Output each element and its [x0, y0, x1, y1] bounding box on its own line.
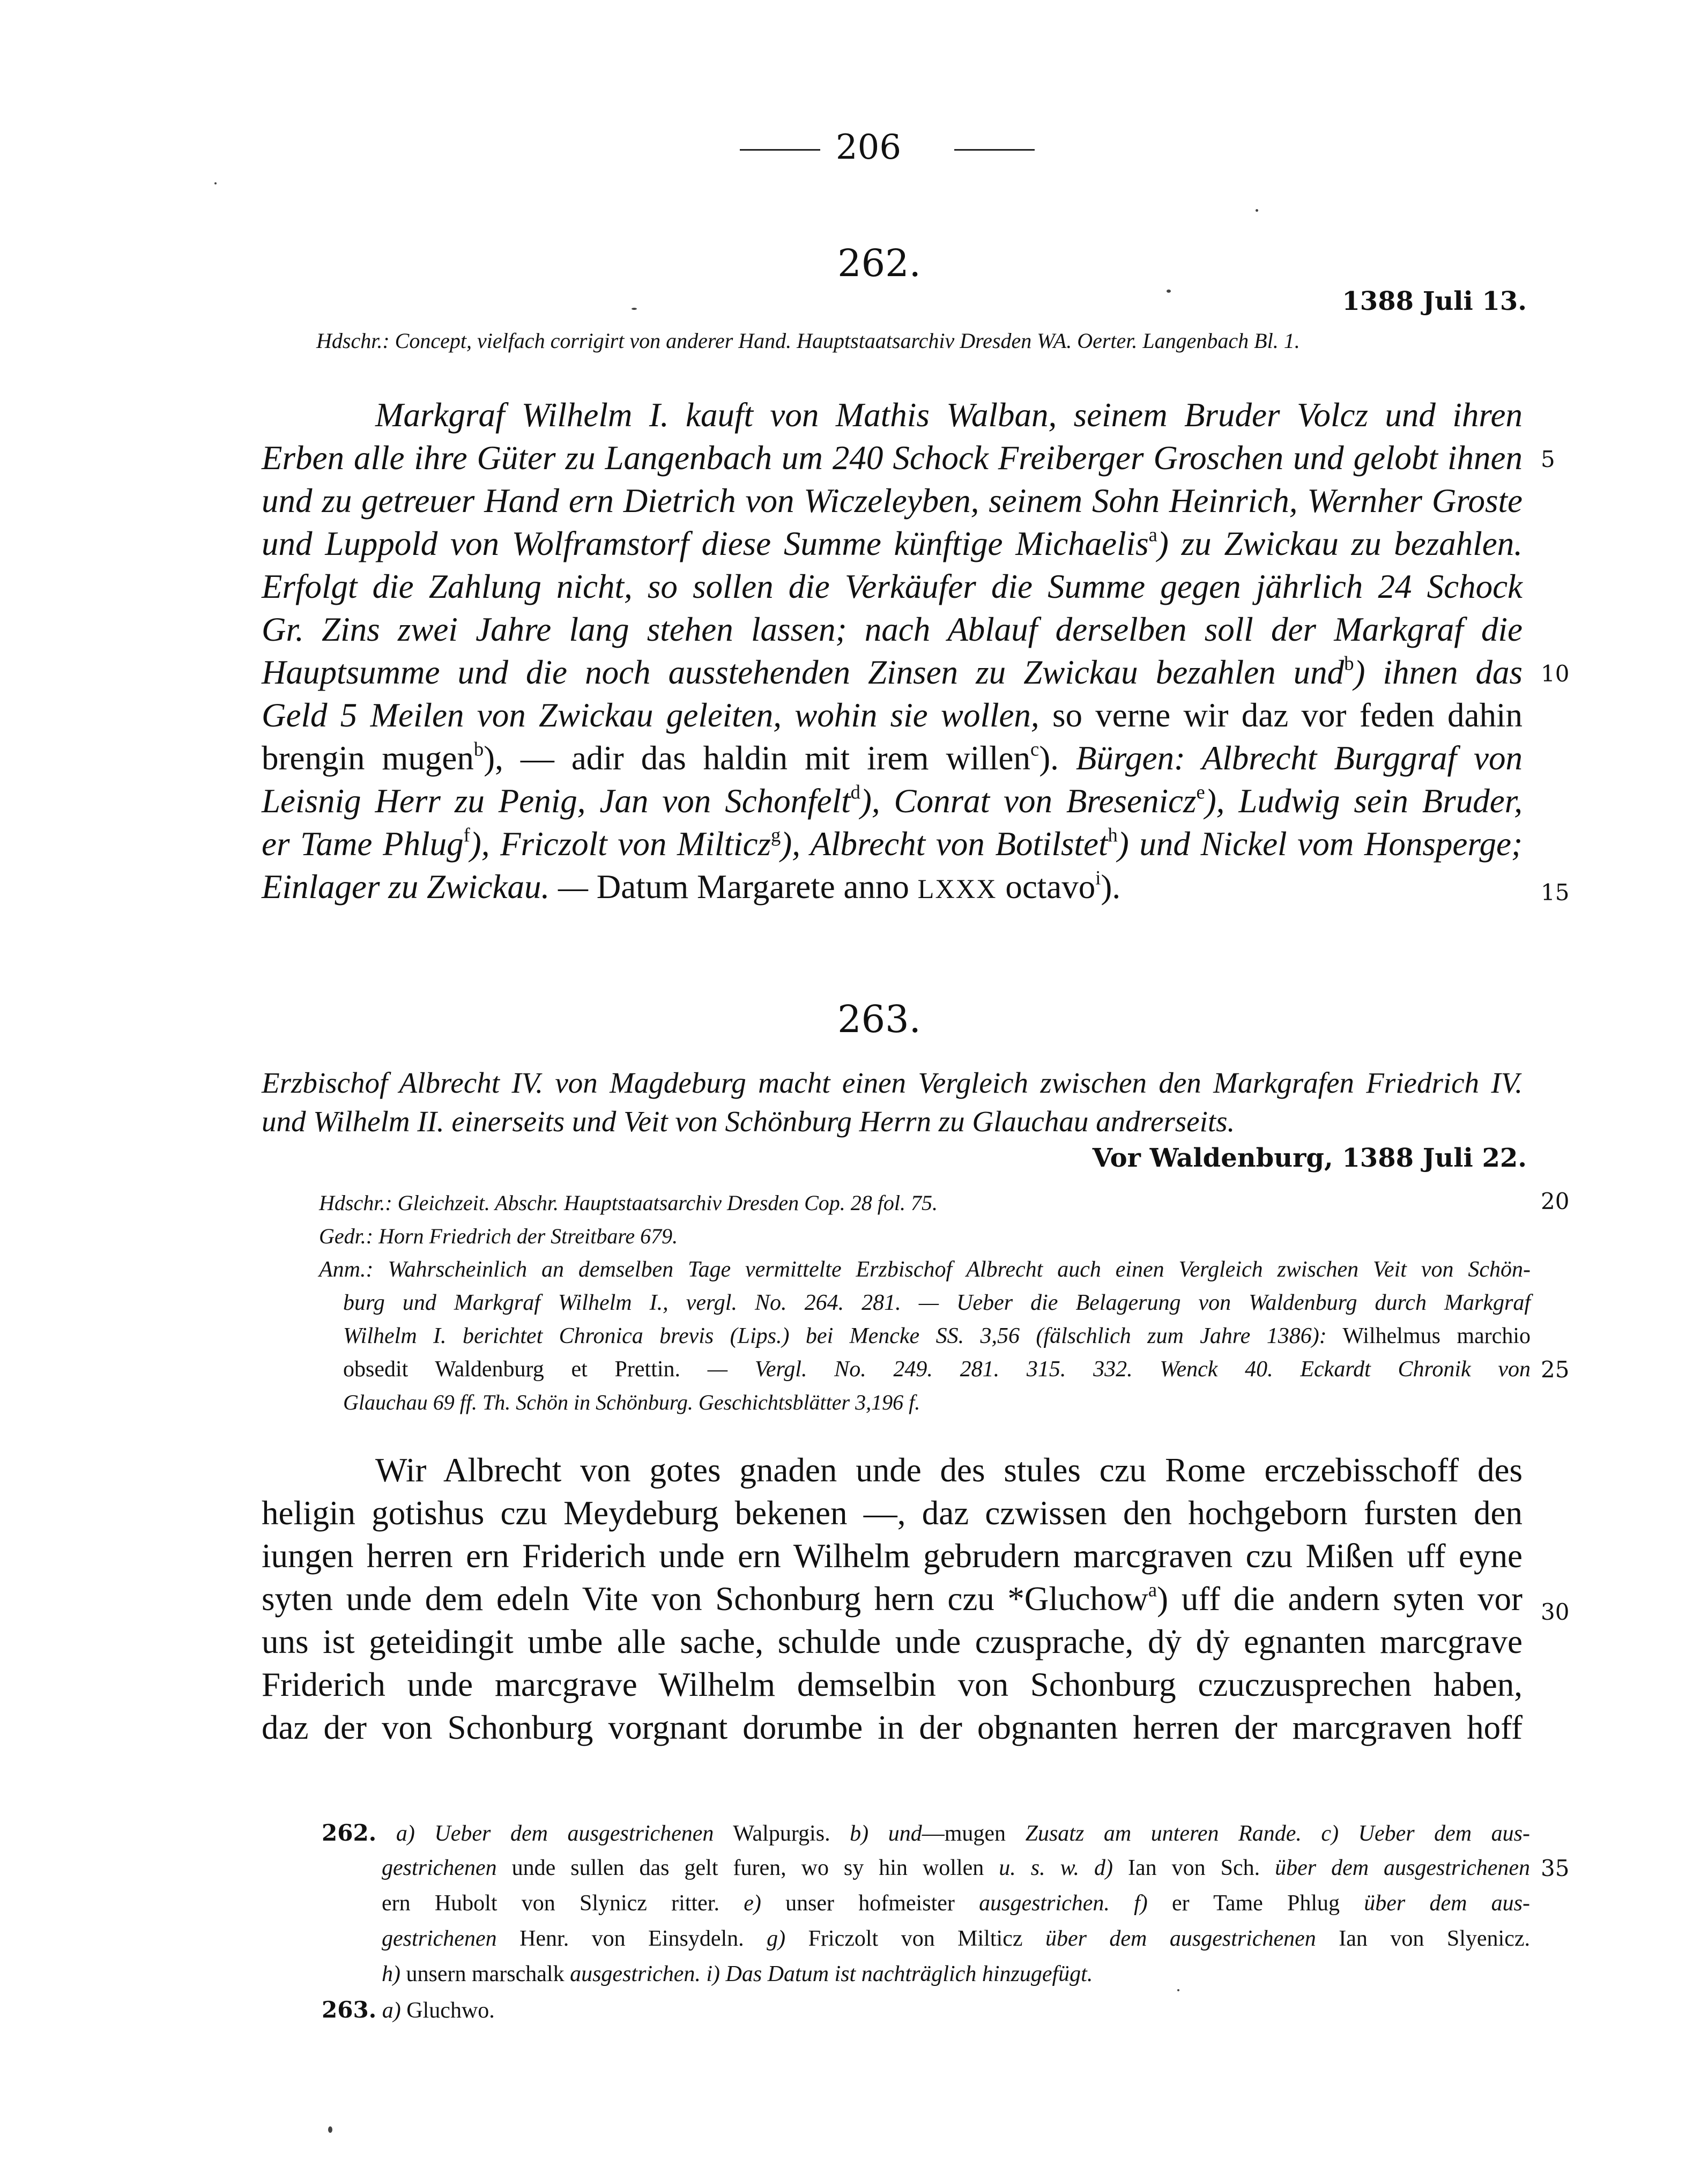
note-line: Wilhelm I. berichtet Chronica brevis (Lips.) bei Mencke SS. 3,56 (fälschlich zum Jahre 1386): Wilhelmus marchio — [343, 1324, 1531, 1348]
line-number: 5 — [1541, 446, 1555, 472]
scan-speck — [1256, 209, 1258, 212]
regest-line: Einlager zu Zwickau. — Datum Margarete anno LXXX octavo$^i$). — [262, 866, 1121, 906]
line-number: 25 — [1541, 1356, 1570, 1383]
note-line: Hdschr.: Gleichzeit. Abschr. Hauptstaatsarchiv Dresden Cop. 28 fol. 75. — [319, 1191, 938, 1215]
regest-line: Erfolgt die Zahlung nicht, so sollen die Verkäufer die Summe gegen jährlich 24 Schock — [262, 568, 1523, 605]
scan-speck — [214, 182, 217, 184]
line-number: 20 — [1541, 1188, 1570, 1214]
scan-speck — [1167, 290, 1171, 293]
footnote-line: ern Hubolt von Slynicz ritter. e) unser hofmeister ausgestrichen. f) er Tame Phlug über dem aus- — [382, 1891, 1531, 1916]
text-line: Wir Albrecht von gotes gnaden unde des stules czu Rome erczebisschoff des — [375, 1451, 1523, 1489]
header-rule-right — [954, 149, 1035, 151]
doc-262-date: 1388 Juli 13. — [1342, 286, 1527, 316]
text-line: iungen herren ern Friderich unde ern Wilhelm gebrudern marcgraven czu Mißen uff eyne — [262, 1537, 1523, 1575]
page-header — [697, 122, 1040, 176]
note-line: Anm.: Wahrscheinlich an demselben Tage vermittelte Erzbischof Albrecht auch einen Vergleich zwischen Veit von Schön- — [319, 1257, 1531, 1282]
regest-line: und zu getreuer Hand ern Dietrich von Wiczeleyben, seinem Sohn Heinrich, Wernher Groste — [262, 482, 1523, 520]
regest-line: Erben alle ihre Güter zu Langenbach um 240 Schock Freiberger Groschen und gelobt ihnen — [262, 439, 1523, 477]
note-line: Gedr.: Horn Friedrich der Streitbare 679. — [319, 1224, 678, 1248]
regest-line: Hauptsumme und die noch ausstehenden Zinsen zu Zwickau bezahlen und$^b$) ihnen das — [262, 652, 1523, 691]
line-number: 30 — [1541, 1599, 1570, 1625]
regest-line: Geld 5 Meilen von Zwickau geleiten, wohin sie wollen, so verne wir daz vor feden dahin — [262, 696, 1523, 734]
regest-line: Gr. Zins zwei Jahre lang stehen lassen; nach Ablauf derselben soll der Markgraf die — [262, 611, 1523, 648]
line-number: 15 — [1541, 879, 1570, 906]
note-line: Glauchau 69 ff. Th. Schön in Schönburg. Geschichtsblätter 3,196 f. — [343, 1390, 920, 1414]
line-number: 35 — [1541, 1855, 1570, 1881]
text-line: Friderich unde marcgrave Wilhelm demselbin von Schonburg czuczusprechen haben, — [262, 1666, 1523, 1703]
text-line: daz der von Schonburg vorgnant dorumbe in der obgnanten herren der marcgraven hoff — [262, 1709, 1523, 1746]
text-line: syten unde dem edeln Vite von Schonburg hern czu *Gluchow$^a$) uff die andern syten vor — [262, 1578, 1523, 1618]
doc-263-number: 263. — [837, 997, 921, 1041]
text-line: uns ist geteidingit umbe alle sache, schulde unde czusprache, dẏ dẏ egnanten marcgrave — [262, 1623, 1523, 1660]
page-number: 206 — [835, 128, 902, 167]
footnote-line: 263. a) Gluchwo. — [322, 1997, 495, 2023]
line-number: 10 — [1541, 661, 1570, 687]
scan-speck — [328, 2126, 332, 2133]
regest-line: und Luppold von Wolframstorf diese Summe künftige Michaelis$^a$) zu Zwickau zu bezahlen. — [262, 523, 1523, 562]
footnote-line: 262. a) Ueber dem ausgestrichenen Walpurgis. b) und—mugen Zusatz am unteren Rande. c) Ueber dem aus- — [322, 1820, 1531, 1846]
note-line: obsedit Waldenburg et Prettin. — Vergl. No. 249. 281. 315. 332. Wenck 40. Eckardt Chronik von — [343, 1357, 1531, 1382]
regest-line: Leisnig Herr zu Penig, Jan von Schonfelt$^d$), Conrat von Bresenicz$^e$), Ludwig sein Bruder, — [262, 781, 1523, 820]
regest-line: brengin mugen$^b$), — adir das haldin mit irem willen$^c$). Bürgen: Albrecht Burggraf von — [262, 738, 1523, 777]
note-line: burg und Markgraf Wilhelm I., vergl. No. 264. 281. — Ueber die Belagerung von Waldenburg durch Markgraf — [343, 1291, 1531, 1315]
scan-speck — [1177, 1989, 1179, 1991]
footnote-line: gestrichenen Henr. von Einsydeln. g) Friczolt von Milticz über dem ausgestrichenen Ian von Slyenicz. — [382, 1926, 1530, 1951]
doc-263-regest-line: und Wilhelm II. einerseits und Veit von Schönburg Herrn zu Glauchau andrerseits. — [262, 1105, 1235, 1138]
text-line: heligin gotishus czu Meydeburg bekenen —, daz czwissen den hochgeborn fursten den — [262, 1494, 1523, 1532]
doc-262-source: Hdschr.: Concept, vielfach corrigirt von anderer Hand. Hauptstaatsarchiv Dresden WA. Oerter. Langenbach Bl. 1. — [316, 329, 1300, 353]
regest-line: Markgraf Wilhelm I. kauft von Mathis Walban, seinem Bruder Volcz und ihren — [375, 396, 1523, 434]
doc-263-regest-line: Erzbischof Albrecht IV. von Magdeburg macht einen Vergleich zwischen den Markgrafen Friedrich IV. — [262, 1066, 1523, 1099]
doc-263-date: Vor Waldenburg, 1388 Juli 22. — [1092, 1143, 1527, 1173]
regest-line: er Tame Phlug$^f$), Friczolt von Milticz$^g$), Albrecht von Botilstet$^h$) und Nickel vom Honsperge; — [262, 824, 1523, 863]
footnote-line: h) unsern marschalk ausgestrichen. i) Das Datum ist nachträglich hinzugefügt. — [382, 1962, 1093, 1986]
doc-262-number: 262. — [837, 241, 921, 285]
scan-speck — [632, 308, 637, 310]
footnote-line: gestrichenen unde sullen das gelt furen, wo sy hin wollen u. s. w. d) Ian von Sch. über dem ausgestrichenen — [382, 1856, 1530, 1880]
